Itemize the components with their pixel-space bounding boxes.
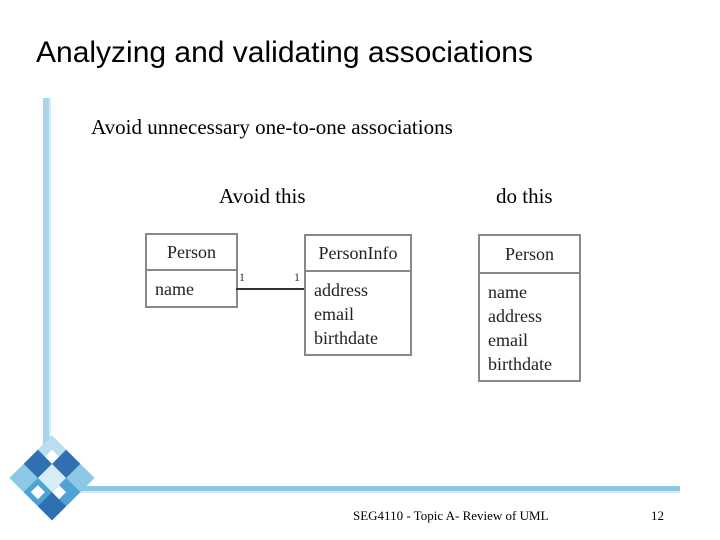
do-this-label: do this — [496, 184, 553, 208]
horizontal-accent-line — [60, 486, 680, 491]
vertical-accent-line — [43, 98, 49, 478]
slide-subtitle: Avoid unnecessary one-to-one associations — [91, 115, 453, 139]
class-attributes — [480, 274, 579, 376]
attribute: name — [488, 282, 527, 302]
attribute: name — [155, 279, 194, 299]
corner-pattern — [10, 436, 95, 521]
attribute: address — [314, 280, 368, 300]
slide-title: Analyzing and validating associations — [36, 36, 533, 69]
footer-text: SEG4110 - Topic A- Review of UML — [353, 508, 549, 523]
class-name: Person — [147, 235, 236, 271]
class-name: PersonInfo — [306, 236, 410, 272]
class-attributes — [306, 272, 410, 350]
page-number: 12 — [651, 508, 664, 523]
attribute: email — [488, 330, 528, 350]
attribute: birthdate — [488, 354, 552, 374]
uml-class-person-bad — [145, 233, 238, 308]
attribute: birthdate — [314, 328, 378, 348]
class-attributes — [147, 271, 236, 301]
attribute: email — [314, 304, 354, 324]
avoid-this-label: Avoid this — [219, 184, 306, 208]
uml-class-personinfo — [304, 234, 412, 356]
multiplicity-right: 1 — [294, 270, 300, 284]
attribute: address — [488, 306, 542, 326]
multiplicity-left: 1 — [239, 270, 245, 284]
uml-class-person-good — [478, 234, 581, 382]
class-name: Person — [480, 236, 579, 274]
